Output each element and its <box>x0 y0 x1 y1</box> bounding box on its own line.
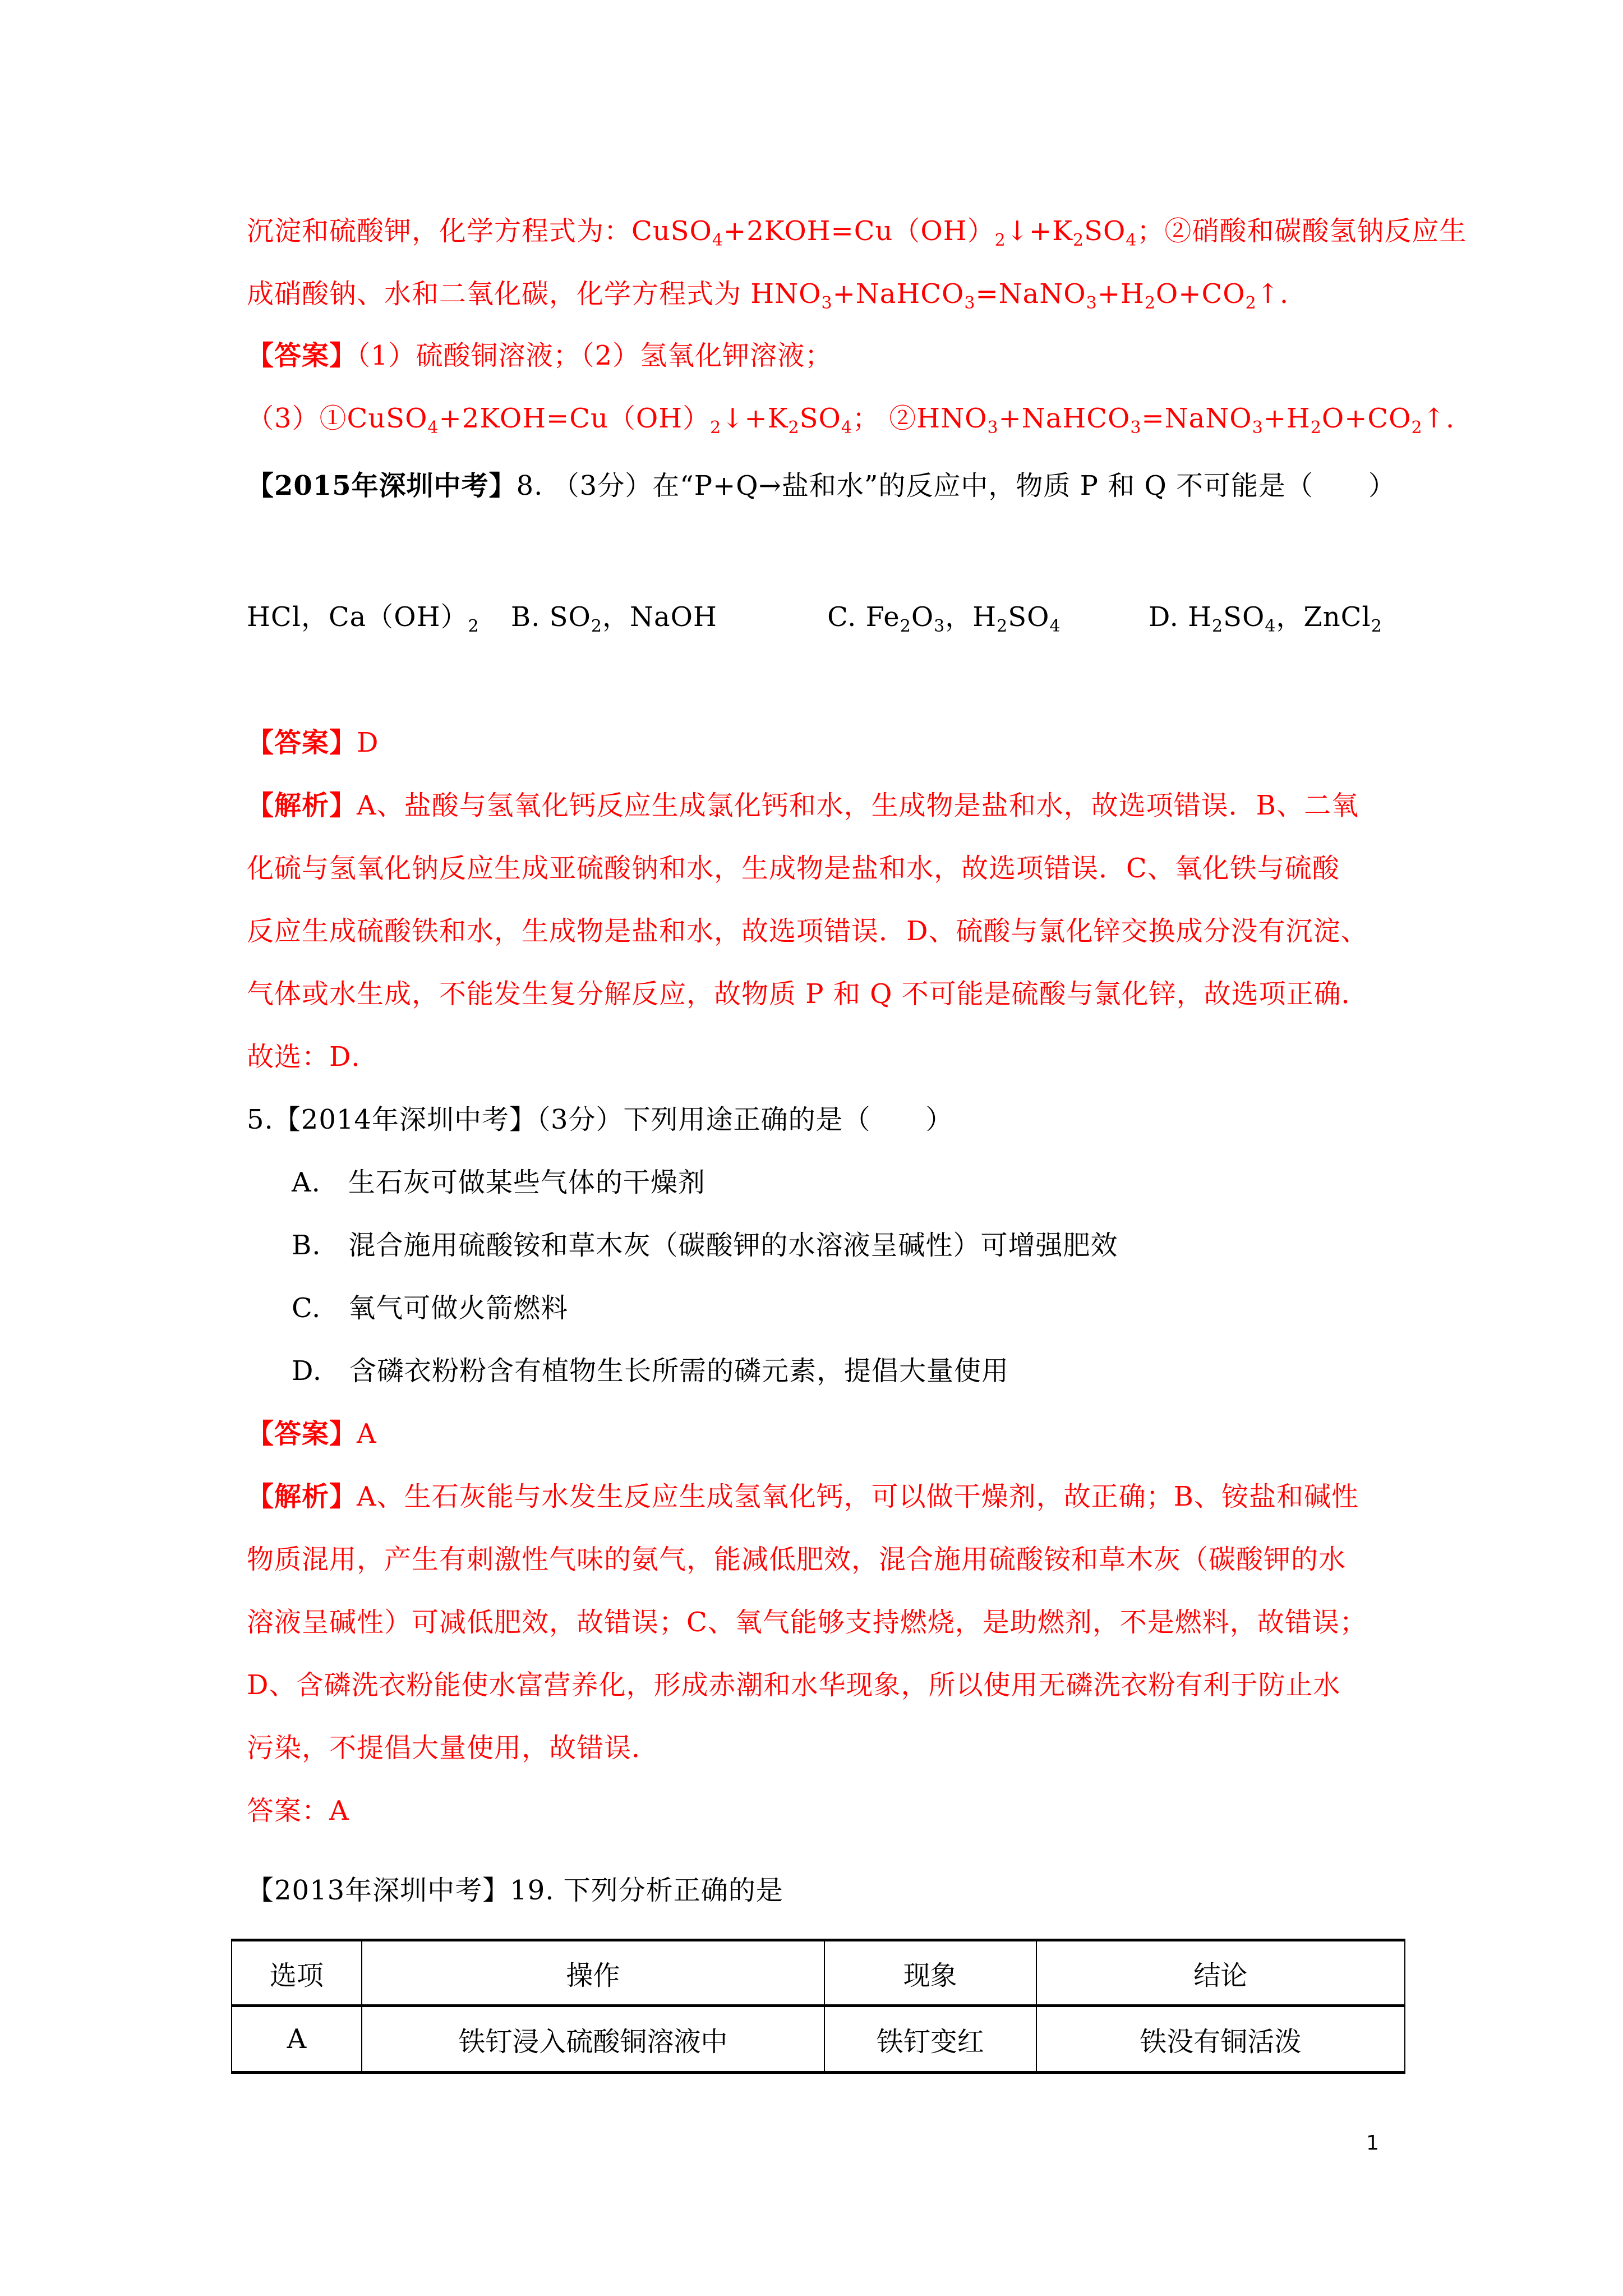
text: O+CO <box>1321 403 1412 434</box>
page-number: 1 <box>1366 2132 1379 2155</box>
table-cell: 铁没有铜活泼 <box>1036 2006 1405 2073</box>
text: A、盐酸与氢氧化钙反应生成氯化钙和水，生成物是盐和水，故选项错误．B、二氧 <box>357 790 1359 821</box>
subscript: 4 <box>712 231 723 250</box>
text: C. 氧气可做火箭燃料 <box>292 1292 569 1324</box>
subscript: 3 <box>1086 293 1098 313</box>
analysis-label: 【解析】 <box>247 1481 357 1512</box>
question-2014-analysis-line <box>247 1668 1341 1702</box>
subscript: 4 <box>427 418 439 438</box>
option-c <box>827 601 1061 636</box>
text: +NaHCO <box>832 278 965 310</box>
question-2014-analysis-line <box>247 1543 1346 1576</box>
table-cell: 铁钉变红 <box>824 2006 1036 2073</box>
text: ； ②HNO <box>852 403 988 434</box>
text: ↑. <box>1256 278 1289 310</box>
solution-line-1 <box>247 214 1467 248</box>
question-2014-stem <box>247 1103 953 1137</box>
option-c <box>292 1291 568 1325</box>
text: A、生石灰能与水发生反应生成氢氧化钙，可以做干燥剂，故正确；B、铵盐和碱性 <box>357 1481 1359 1512</box>
text: ↑. <box>1422 403 1455 434</box>
table-cell: 铁钉浸入硫酸铜溶液中 <box>362 2006 824 2073</box>
option-d <box>292 1354 1009 1388</box>
subscript: 2 <box>900 616 911 636</box>
text: +2KOH=Cu（OH） <box>723 215 995 247</box>
subscript: 3 <box>934 616 946 636</box>
text: SO <box>799 403 841 434</box>
text: =NaNO <box>975 278 1086 310</box>
text: A. 生石灰可做某些气体的干燥剂 <box>292 1167 706 1198</box>
text: 物质混用，产生有刺激性气味的氨气，能减低肥效，混合施用硫酸铵和草木灰（碳酸钾的水 <box>247 1544 1347 1575</box>
text: SO <box>1084 215 1126 247</box>
solution-line-2 <box>247 277 1289 311</box>
question-2014-analysis-line <box>247 1605 1367 1639</box>
subscript: 2 <box>468 616 479 636</box>
text: 溶液呈碱性）可减低肥效，故错误；C、氧气能够支持燃烧，是助燃剂，不是燃料，故错误； <box>247 1607 1367 1638</box>
text: ；②硝酸和碳酸氢钠反应生 <box>1137 215 1467 247</box>
answer-label: 【答案】 <box>247 340 357 371</box>
subscript: 2 <box>710 418 722 438</box>
text: +NaHCO <box>998 403 1131 434</box>
question-text: 【2013年深圳中考】19. 下列分析正确的是 <box>247 1875 783 1906</box>
question-2014-final-answer <box>247 1794 349 1828</box>
answer-value: D <box>357 727 379 758</box>
text: +H <box>1097 278 1145 310</box>
question-2015-analysis-line <box>247 1040 379 1074</box>
text: =NaNO <box>1141 403 1252 434</box>
subscript: 2 <box>1144 293 1156 313</box>
subscript: 4 <box>1049 616 1061 636</box>
option-a <box>247 601 479 636</box>
subscript: 2 <box>1371 616 1382 636</box>
subscript: 3 <box>1130 418 1142 438</box>
analysis-table <box>231 1939 1405 2074</box>
option-a <box>292 1166 706 1199</box>
answer-label: 【答案】 <box>247 1418 357 1450</box>
text: ↓+K <box>721 403 789 434</box>
table-header: 现象 <box>824 1940 1036 2006</box>
question-2015-analysis-line <box>247 852 1340 885</box>
question-2015-options <box>247 600 1382 634</box>
text: B. SO <box>510 601 591 633</box>
text: 故选：D． <box>247 1041 379 1073</box>
question-2015-answer <box>247 726 379 760</box>
table-header-row <box>232 1940 1405 2006</box>
subscript: 4 <box>1265 616 1276 636</box>
subscript: 2 <box>1245 293 1257 313</box>
subscript: 4 <box>841 418 852 438</box>
question-2015-analysis-line <box>247 914 1368 948</box>
option-b <box>510 601 717 636</box>
question-2014-analysis-line <box>247 1480 1359 1513</box>
text: HCl，Ca（OH） <box>247 601 468 633</box>
subscript: 3 <box>987 418 999 438</box>
text: 答案：A <box>247 1795 349 1826</box>
text: 污染，不提倡大量使用，故错误． <box>247 1732 660 1764</box>
table-header: 操作 <box>362 1940 824 2006</box>
table-header: 选项 <box>232 1940 362 2006</box>
subscript: 2 <box>1211 616 1224 636</box>
question-source: 【2015年深圳中考】 <box>247 470 517 501</box>
question-text: 8. （3分）在“P+Q→盐和水”的反应中，物质 P 和 Q 不可能是（ ） <box>516 470 1396 501</box>
subscript: 4 <box>1126 231 1137 250</box>
text: 成硝酸钠、水和二氧化碳，化学方程式为 HNO <box>247 278 822 310</box>
question-text: 5.【2014年深圳中考】（3分）下列用途正确的是（ ） <box>247 1104 953 1135</box>
subscript: 3 <box>964 293 976 313</box>
analysis-label: 【解析】 <box>247 790 357 821</box>
question-2015-analysis-line <box>247 977 1369 1011</box>
text: ↓+K <box>1006 215 1073 247</box>
text: B. 混合施用硫酸铵和草木灰（碳酸钾的水溶液呈碱性）可增强肥效 <box>292 1230 1118 1261</box>
text: ，ZnCl <box>1276 601 1371 633</box>
subscript: 2 <box>1073 231 1085 250</box>
text: D. H <box>1148 601 1212 633</box>
subscript: 3 <box>1252 418 1264 438</box>
subscript: 2 <box>591 616 602 636</box>
text: （1）硫酸铜溶液；（2）氢氧化钾溶液； <box>357 340 833 371</box>
text: O+CO <box>1155 278 1246 310</box>
subscript: 2 <box>997 616 1008 636</box>
table-cell: A <box>232 2006 362 2073</box>
question-2015-analysis-line <box>247 789 1359 822</box>
option-b <box>292 1228 1118 1262</box>
subscript: 2 <box>1411 418 1423 438</box>
text: 气体或水生成，不能发生复分解反应，故物质 P 和 Q 不可能是硫酸与氯化锌，故选项正确． <box>247 978 1369 1010</box>
table-row <box>232 2006 1405 2073</box>
subscript: 3 <box>821 293 833 313</box>
text: 化硫与氢氧化钠反应生成亚硫酸钠和水，生成物是盐和水，故选项错误．C、氧化铁与硫酸 <box>247 853 1340 884</box>
text: +2KOH=Cu（OH） <box>439 403 711 434</box>
text: ，NaOH <box>602 601 717 633</box>
answer-line-2 <box>247 402 1455 438</box>
text: O <box>911 601 934 633</box>
text: +H <box>1263 403 1311 434</box>
subscript: 2 <box>994 231 1006 250</box>
subscript: 2 <box>788 418 800 438</box>
text: ，H <box>945 601 997 633</box>
answer-label: 【答案】 <box>247 727 357 758</box>
text: （3）①CuSO <box>247 403 428 434</box>
text: D. 含磷衣粉粉含有植物生长所需的磷元素，提倡大量使用 <box>292 1355 1009 1387</box>
answer-value: A <box>357 1418 377 1450</box>
question-2013-stem <box>247 1874 783 1907</box>
text: 沉淀和硫酸钾，化学方程式为：CuSO <box>247 215 712 247</box>
text: C. Fe <box>827 601 900 633</box>
subscript: 2 <box>1310 418 1322 438</box>
answer-line-1 <box>247 339 832 372</box>
text: SO <box>1008 601 1050 633</box>
question-2015-stem <box>247 469 1396 503</box>
text: 反应生成硫酸铁和水，生成物是盐和水，故选项错误．D、硫酸与氯化锌交换成分没有沉淀、 <box>247 915 1368 947</box>
table-header: 结论 <box>1036 1940 1405 2006</box>
option-d <box>1148 601 1382 636</box>
text: SO <box>1223 601 1265 633</box>
question-2014-analysis-line <box>247 1731 659 1765</box>
question-2014-answer <box>247 1417 377 1451</box>
text: D、含磷洗衣粉能使水富营养化，形成赤潮和水华现象，所以使用无磷洗衣粉有利于防止水 <box>247 1669 1341 1701</box>
